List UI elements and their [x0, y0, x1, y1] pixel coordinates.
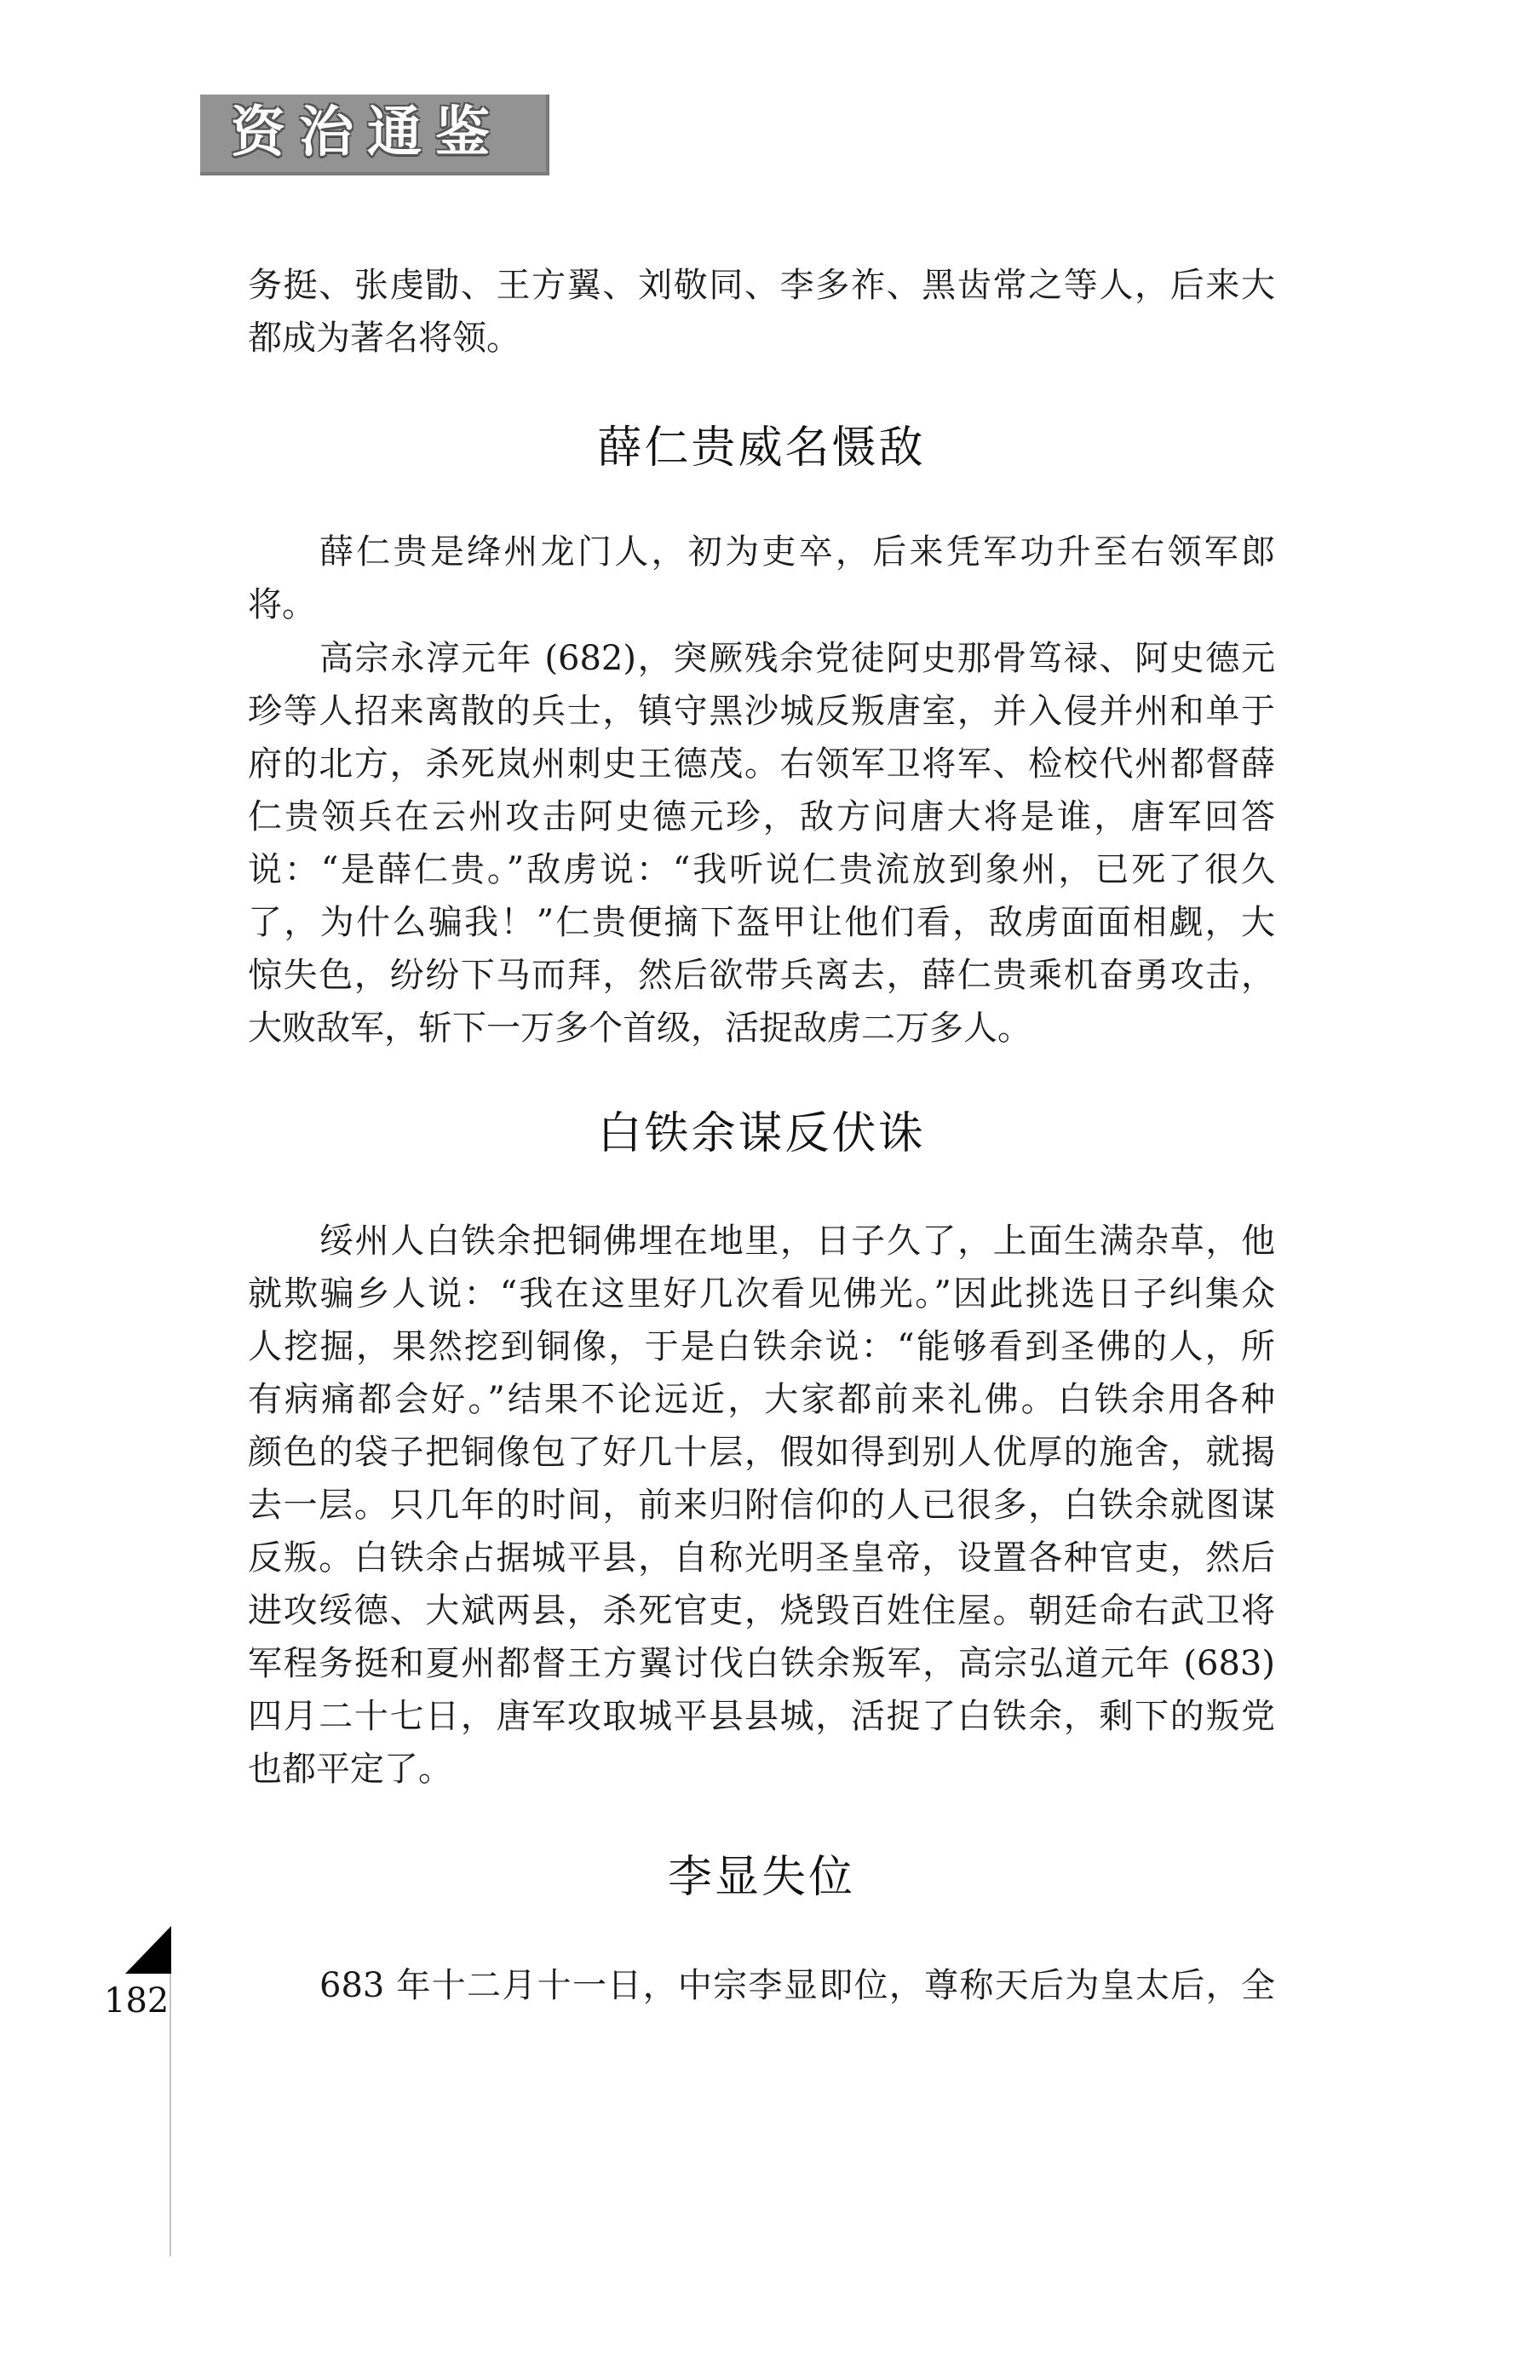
- text-line: 绥州人白铁余把铜佛埋在地里，日子久了，上面生满杂草，他: [319, 1222, 1275, 1261]
- section-heading: 薛仁贵威名慑敌: [597, 423, 926, 474]
- text-line: 惊失色，纷纷下马而拜，然后欲带兵离去，薛仁贵乘机奋勇攻击，: [248, 956, 1275, 995]
- text-line: 进攻绥德、大斌两县，杀死官吏，烧毁百姓住屋。朝廷命右武卫将: [248, 1591, 1275, 1630]
- text-line: 仁贵领兵在云州攻击阿史德元珍，敌方问唐大将是谁，唐军回答: [248, 797, 1275, 836]
- text-line: 说：“是薛仁贵。”敌虏说：“我听说仁贵流放到象州，已死了很久: [248, 850, 1275, 889]
- text-line: 府的北方，杀死岚州刺史王德茂。右领军卫将军、检校代州都督薛: [248, 744, 1275, 784]
- running-title: 资治通鉴: [231, 101, 503, 164]
- section-heading: 李显失位: [667, 1852, 855, 1903]
- text-line: 都成为著名将领。: [248, 319, 520, 358]
- text-line: 高宗永淳元年 (682)，突厥残余党徒阿史那骨笃禄、阿史德元: [319, 639, 1275, 678]
- paragraph: [248, 259, 1275, 365]
- text-line: 颜色的袋子把铜像包了好几十层，假如得到别人优厚的施舍，就揭: [248, 1433, 1275, 1472]
- paragraph: [248, 1215, 1275, 1796]
- running-title-box: [200, 95, 549, 175]
- text-line: 反叛。白铁余占据城平县，自称光明圣皇帝，设置各种官吏，然后: [248, 1538, 1275, 1578]
- text-line: 四月二十七日，唐军攻取城平县县城，活捉了白铁余，剩下的叛党: [248, 1697, 1275, 1736]
- section-heading: 白铁余谋反伏诛: [597, 1108, 926, 1159]
- paragraph: [248, 632, 1275, 1055]
- margin-rule: [170, 1974, 171, 2256]
- text-line: 去一层。只几年的时间，前来归附信仰的人已很多，白铁余就图谋: [248, 1486, 1275, 1525]
- text-line: 683 年十二月十一日，中宗李显即位，尊称天后为皇太后，全: [319, 1966, 1275, 2005]
- text-line: 有病痛都会好。”结果不论远近，大家都前来礼佛。白铁余用各种: [248, 1380, 1275, 1419]
- text-line: 也都平定了。: [248, 1750, 452, 1789]
- paragraph: [248, 526, 1275, 631]
- corner-triangle-marker: [125, 1926, 171, 1974]
- text-line: 将。: [248, 585, 316, 624]
- text-line: 人挖掘，果然挖到铜像，于是白铁余说：“能够看到圣佛的人，所: [248, 1327, 1275, 1366]
- text-line: 珍等人招来离散的兵士，镇守黑沙城反叛唐室，并入侵并州和单于: [248, 692, 1275, 731]
- text-line: 大败敌军，斩下一万多个首级，活捉敌虏二万多人。: [248, 1009, 1031, 1048]
- text-line: 军程务挺和夏州都督王方翼讨伐白铁余叛军，高宗弘道元年 (683): [248, 1644, 1275, 1683]
- text-line: 了，为什么骗我！”仁贵便摘下盔甲让他们看，敌虏面面相觑，大: [248, 903, 1275, 942]
- page-number: 182: [104, 1981, 170, 2021]
- text-line: 薛仁贵是绛州龙门人，初为吏卒，后来凭军功升至右领军郎: [319, 532, 1275, 572]
- text-line: 务挺、张虔勖、王方翼、刘敬同、李多祚、黑齿常之等人，后来大: [248, 266, 1275, 305]
- paragraph: [248, 1959, 1275, 2012]
- text-line: 就欺骗乡人说：“我在这里好几次看见佛光。”因此挑选日子纠集众: [248, 1274, 1275, 1314]
